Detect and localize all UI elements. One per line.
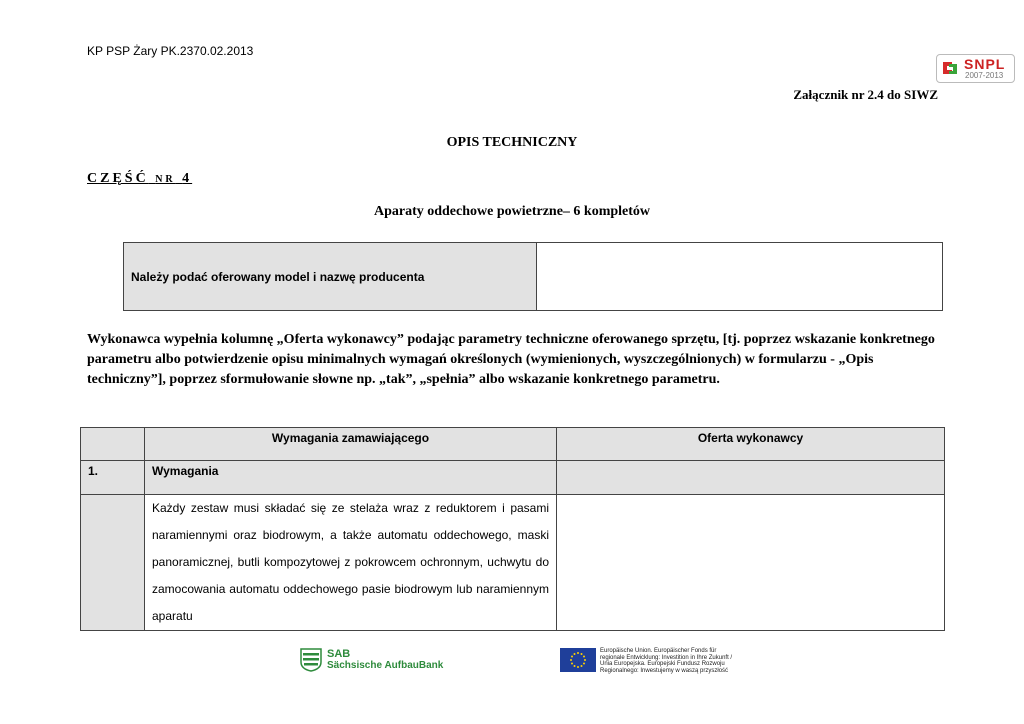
snpl-brand-text: SNPL <box>964 56 1006 72</box>
eu-line-3: Unia Europejska. Europejski Fundusz Rozwoju <box>600 661 725 667</box>
snpl-mark-icon <box>940 58 960 78</box>
eu-line-4: Regionalnego: Inwestujemy w waszą przyszłość <box>600 667 729 674</box>
annex-label: Załącznik nr 2.4 do SIWZ <box>793 87 938 102</box>
model-producer-label: Należy podać oferowany model i nazwę producenta <box>124 243 537 310</box>
part-number: 4 <box>182 171 193 186</box>
eu-flag-icon <box>560 648 596 672</box>
section-title: Wymagania <box>145 461 557 495</box>
eu-line-1: Europäische Union. Europäischer Fonds für <box>600 648 717 654</box>
table-row <box>81 495 945 631</box>
part-heading <box>87 171 192 187</box>
sab-shield-icon <box>300 648 322 672</box>
sab-short-name: SAB <box>327 648 351 660</box>
snpl-years-text: 2007-2013 <box>965 71 1004 80</box>
section-offer-cell[interactable] <box>557 461 945 495</box>
section-row <box>81 461 945 495</box>
model-producer-value[interactable] <box>537 243 942 310</box>
part-nr: NR <box>155 174 176 185</box>
instructions-paragraph: Wykonawca wypełnia kolumnę „Oferta wykonawcy” podając parametry techniczne oferowanego sprzętu, [tj. poprzez wskazanie konkretnego parametru albo potwierdzenie opisu minimalnych wymagań określonych (wymienionych, wyszczególnionych) w formularzu - „Opis techniczny”], poprzez sformułowanie słowne np. „tak”, „spełnia” albo wskazanie konkretnego parametru. <box>87 332 935 387</box>
eu-line-2: regionale Entwicklung: Investition in Ihre Zukunft / <box>600 654 733 661</box>
table-header-row <box>81 428 945 461</box>
snpl-logo <box>936 54 1015 83</box>
sab-full-name: Sächsische AufbauBank <box>327 660 444 671</box>
document-reference: KP PSP Żary PK.2370.02.2013 <box>87 44 254 58</box>
row-requirement-text: Każdy zestaw musi składać się ze stelaża wraz z reduktorem i pasami naramiennymi oraz biodrowym, a także automatu oddechowego, maski panoramicznej, butli kompozytowej z pokrowcem ochronnym, uchwytu do zamocowania automatu oddechowego pasie biodrowym lub naramiennym aparatu <box>145 495 557 631</box>
part-label: CZĘŚĆ <box>87 171 149 186</box>
page-subtitle: Aparaty oddechowe powietrzne– 6 kompletów <box>373 204 651 219</box>
header-requirements-cell: Wymagania zamawiającego <box>145 428 557 461</box>
header-no-cell <box>81 428 145 461</box>
model-producer-box <box>123 242 943 311</box>
page-title: OPIS TECHNICZNY <box>446 135 578 150</box>
row-offer-cell[interactable] <box>557 495 945 631</box>
requirements-table <box>80 427 945 631</box>
header-offer-cell: Oferta wykonawcy <box>557 428 945 461</box>
row-number <box>81 495 145 631</box>
eu-fund-text <box>600 648 732 674</box>
section-number: 1. <box>81 461 145 495</box>
